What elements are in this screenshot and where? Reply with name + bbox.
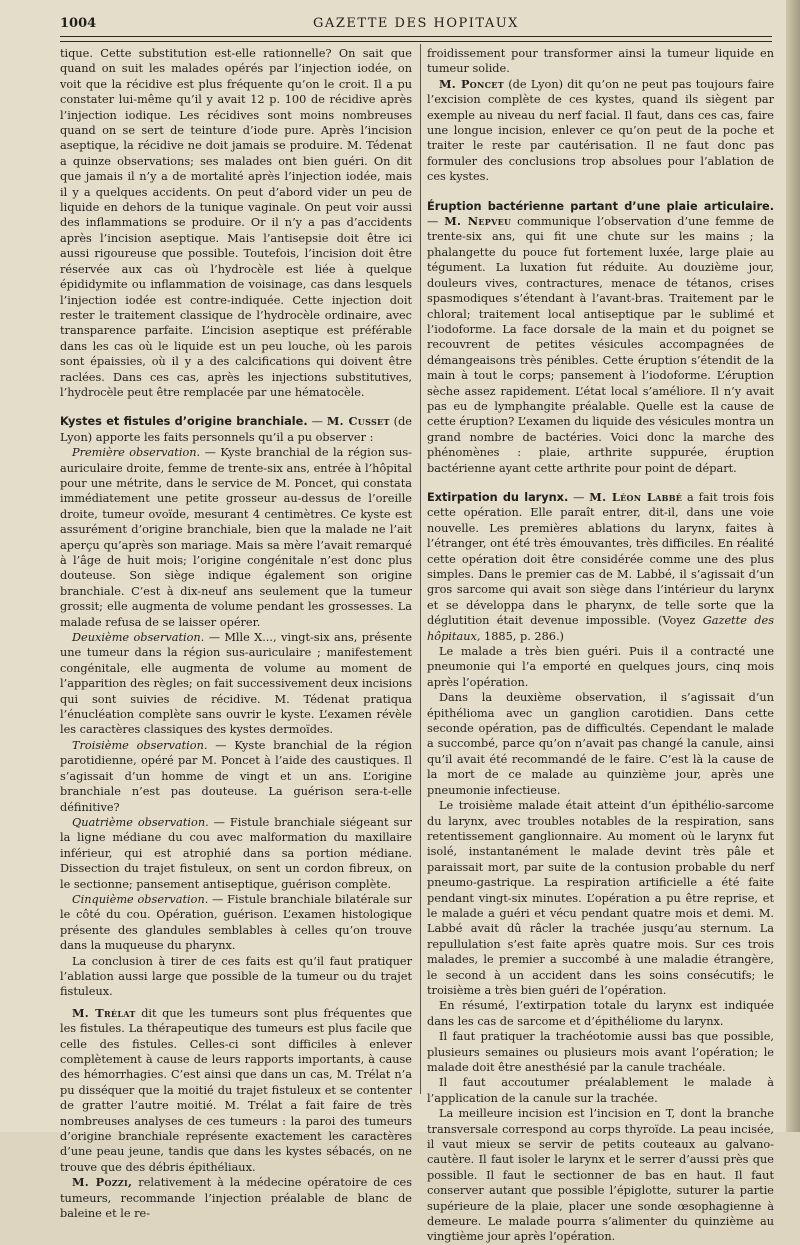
paragraph-trelat <box>60 1006 412 1175</box>
observation-2 <box>60 630 412 738</box>
section-heading-larynx: Extirpation du larynx. <box>427 490 569 504</box>
section-heading-eruption: Éruption bactérienne partant d’une plaie articulaire. <box>427 199 774 213</box>
observation-5 <box>60 892 412 954</box>
speaker-trelat: M. Trélat <box>72 1005 136 1020</box>
speaker-pozzi: M. Pozzi, <box>72 1175 133 1190</box>
observation-3-text: — Kyste branchial de la région parotidienne, opéré par M. Poncet à l’aide des caustiques. Il s’agissait d’un homme de vingt et un ans. L’origine branchiale n’est pas douteuse. La guérison sera-t-elle définitive? <box>60 738 412 814</box>
labbe-reference: Gazette des hôpitaux, <box>427 614 774 643</box>
right-column: froidissement pour transformer ainsi la tumeur liquide en tumeur solide. M. Poncet (de Lyon) dit qu’on ne peut pas toujours faire l’excision complète de ces kystes, quand ils siègent par exemple au niveau du nerf facial. Il faut, dans ces cas, faire une longue incision, enlever ce qu’on peut de la poche et traiter le reste par cautérisation. Il ne faut donc pas formuler des conclusions trop absolues pour l’ablation de ces kystes. Éruption bactérienne partant d’une plaie articulaire. — M. Nepveu communique l’observation d’une femme de trente-six ans, qui fit une chute sur les mains ; la phalangette du pouce fut fortement luxée, large plaie au tégument. La luxation fut réduite. Au douzième jour, douleurs vives, contractures, menace de tétanos, crises spasmodiques s’étendant à l’avant-bras. Traitement par le chloral; traitement local antiseptique par le sublimé et l’iodoforme. La face dorsale de la main et du poignet se recouvrent de petites vésicules accompagnées de démangeaisons très pénibles. Cette éruption s’étendit de la main à tout le corps; pansement à l’iodoforme. L’éruption sèche assez rapidement. L’état local s’améliore. Il n’y avait pas eu de lymphangite préalable. Quelle est la cause de cette éruption? L’examen du liquide des vésicules montra un grand nombre de bactéries. Voici donc la marche des phénomènes : plaie, arthrite suppurée, éruption bactérienne ayant cette arthrite pour point de départ. Extirpation du larynx. — M. Léon Labbé a fait trois fois cette opération. Elle paraît entrer, dit-il, dans une voie nouvelle. Les premières ablations du larynx, faites à l’étranger, ont été très émouvantes, très difficiles. En réalité cette opération doit être considérée comme une des plus simples. Dans le premier cas de M. Labbé, il s’agissait d’un gros sarcome qui avait son siège dans l’intérieur du larynx et se développa dans le pharynx, de telle sorte que la déglutition était devenue impossible. (Voyez Gazette des hôpitaux, 1885, p. 286.) Le malade a très bien guéri. Puis il a contracté une pneumonie qui l’a emporté en quelques jours, cinq mois après l’opération. Dans la deuxième observation, il s’agissait d’un épithélioma avec un ganglion carotidien. Dans cette seconde opération, pas de difficultés. Cependant le malade a succombé, parce qu’on n’avait pas changé la canule, ainsi qu’il avait été recommandé de le faire. C’est là la cause de la mort de ce malade au quinzième jour, après une pneumonie infectieuse. Le troisième malade était atteint d’un épithélio-sarcome du larynx, avec troubles notables de la respiration, sans retentissement ganglionnaire. Au moment où le larynx fut isolé, instantanément le malade devint très pâle et paraissait mort, par suite de la contusion probable du nerf pneumo-gastrique. La respiration artificielle a été faite pendant vingt-six minutes. L’opération a pu être reprise, et le malade a guéri et vécu pendant quatre mois et demi. M. Labbé avait dû râcler la trachée jusqu’au sternum. La repullulation s’est faite après quatre mois. Sur ces trois malades, le premier a succombé à une maladie étrangère, le second à un accident dans les soins consécutifs; le troisième a très bien guéri de l’opération. En résumé, l’extirpation totale du larynx est indiquée dans les cas de sarcome et d’épithéliome du larynx. Il faut pratiquer la trachéotomie aussi bas que possible, plusieurs semaines ou plusieurs mois avant l’opération; le malade doit être anesthésié par la canule trachéale. Il faut accoutumer préalablement le malade à l’application de la canule sur la trachée. La meilleure incision est l’incision en T, dont la branche transversale correspond au corps thyroïde. La peau incisée, il vaut mieux se servir de petits couteaux au galvano-cautère. Il faut isoler le larynx et le serrer d’aussi près que possible. Il faut le sectionner de bas en haut. Il faut conserver autant que possible l’épiglotte, suturer la partie supérieure de la plaie, placer une sonde œsophagienne à demeure. Le malade pourra s’alimenter du quinzième au vingtième jour après l’opération. <box>427 47 775 1244</box>
paragraph-hydrocele: tique. Cette substitution est-elle rationnelle? On sait que quand on suit les malades opérés par l’injection iodée, on voit que la récidive est plus fréquente qu’on le croit. Il a pu constater lui-même qu’il y avait 12 p. 100 de récidive après l’injection iodique. Les récidives sont moins nombreuses quand on se sert de teinture d’iode pure. Après l’incision aseptique, la récidive ne doit jamais se produire. M. Tédenat a quinze observations; ses malades ont bien guéri. On dit que jamais il n’y a de mortalité après l’injection iodée, mais il y a quelques accidents. On peut d’abord vider un peu de liquide en dehors de la tunique vaginale. On peut voir aussi des inflammations se produire. Or il n’y a pas d’accidents après l’incision aseptique. Mais l’antisepsie doit être ici aussi rigoureuse que possible. Toutefois, l’incision doit être réservée aux cas où l’hydrocèle est liée à quelque épididymite ou inflammation de voisinage, cas dans lesquels l’injection iodée est contre-indiquée. Cette injection doit rester le traitement classique de l’hydrocèle ordinaire, avec transparence parfaite. L’incision aseptique est préférable dans les cas où le liquide est un peu louche, où les parois sont épaissies, où il y a des calcifications qui doivent être raclées. Dans ces cas, après les injections substitutives, l’hydrocèle peut être remplacée par une hématocèle. <box>60 47 412 399</box>
paragraph-troisieme: Le troisième malade était atteint d’un épithélio-sarcome du larynx, avec troubles notables de la respiration, sans retentissement ganglionnaire. Au moment où le larynx fut isolé, instantanément le malade devint très pâle et paraissait mort, par suite de la contusion probable du nerf pneumo-gastrique. La respiration artificielle a été faite pendant vingt-six minutes. L’opération a pu être reprise, et le malade a guéri et vécu pendant quatre mois et demi. M. Labbé avait dû râcler la trachée jusqu’au sternum. La repullulation s’est faite après quatre mois. Sur ces trois malades, le premier a succombé à une maladie étrangère, le second à un accident dans les soins consécutifs; le troisième a très bien guéri de l’opération. <box>427 799 774 997</box>
paragraph-incision: La meilleure incision est l’incision en T, dont la branche transversale correspond au corps thyroïde. La peau incisée, il vaut mieux se servir de petits couteaux au galvano-cautère. Il faut isoler le larynx et le serrer d’aussi près que possible. Il faut le sectionner de bas en haut. Il faut conserver autant que possible l’épiglotte, suturer la partie supérieure de la plaie, placer une sonde œsophagienne à demeure. Le malade pourra s’alimenter du quinzième au vingtième jour après l’opération. <box>427 1107 774 1244</box>
section-heading-kystes: Kystes et fistules d’origine branchiale. <box>60 415 308 429</box>
binding-gutter <box>786 0 800 1132</box>
paragraph-tracheotomie: Il faut pratiquer la trachéotomie aussi bas que possible, plusieurs semaines ou plusieurs mois avant l’opération; le malade doit être anesthésié par la canule trachéale. <box>427 1030 774 1074</box>
paragraph-conclusion: La conclusion à tirer de ces faits est qu’il faut pratiquer l’ablation aussi large que possible de la tumeur ou du trajet fistuleux. <box>60 954 412 999</box>
observation-4-label: Quatrième observation. <box>72 815 209 829</box>
paragraph-malade: Le malade a très bien guéri. Puis il a contracté une pneumonie qui l’a emporté en quelques jours, cinq mois après l’opération. <box>427 645 774 689</box>
paragraph-resume: En résumé, l’extirpation totale du larynx est indiquée dans les cas de sarcome et d’épithéliome du larynx. <box>427 999 774 1028</box>
kystes-text: (de Lyon) apporte les faits personnels qu’il a pu observer : <box>60 415 412 444</box>
observation-1 <box>60 445 412 630</box>
paragraph-accoutumer: Il faut accoutumer préalablement le malade à l’application de la canule sur la trachée. <box>427 1076 774 1105</box>
pozzi-text: relativement à la médecine opératoire de ces tumeurs, recommande l’injection préalable de blanc de baleine et le re- <box>60 1176 413 1221</box>
poncet-text: (de Lyon) dit qu’on ne peut pas toujours faire l’excision complète de ces kystes, quand ils siègent par exemple au niveau du nerf facial. Il faut, dans ces cas, faire une longue incision, enlever ce qu’on peut de la poche et traiter le reste par cautérisation. Il ne faut donc pas formuler des conclusions trop absolues pour l’ablation de ces kystes. <box>427 77 775 184</box>
observation-5-label: Cinquième observation. <box>72 892 209 906</box>
labbe-reference-tail: 1885, p. 286.) <box>484 629 564 643</box>
observation-4-text: — Fistule branchiale siégeant sur la ligne médiane du cou avec malformation du maxillaire inférieur, qui est atrophié dans sa portion médiane. Dissection du trajet fistuleux, on sent un cordon fibreux, on le sectionne; pansement antiseptique, guérison complète. <box>60 815 413 891</box>
speaker-nepveu: M. Nepveu <box>444 214 512 229</box>
observation-5-text: — Fistule branchiale bilatérale sur le côté du cou. Opération, guérison. L’examen histologique présente des glandules semblables à celles qu’on trouve dans la muqueuse du pharynx. <box>60 892 412 953</box>
nepveu-text: communique l’observation d’une femme de trente-six ans, qui fit une chute sur les mains ; la phalangette du pouce fut fortement luxée, large plaie au tégument. La luxation fut réduite. Au douzième jour, douleurs vives, contractures, menace de tétanos, crises spasmodiques s’étendant à l’avant-bras. Traitement par le chloral; traitement local antiseptique par le sublimé et l’iodoforme. La face dorsale de la main et du poignet se recouvrent de petites vésicules accompagnées de démangeaisons très pénibles. Cette éruption s’étendit de la main à tout le corps; pansement à l’iodoforme. L’éruption sèche assez rapidement. L’état local s’améliore. Il n’y avait pas eu de lymphangite préalable. Quelle est la cause de cette éruption? L’examen du liquide des vésicules montra un grand nombre de bactéries. Voici donc la marche des phénomènes : plaie, arthrite suppurée, éruption bactérienne ayant cette arthrite pour point de départ. <box>427 215 775 475</box>
page-number: 1004 <box>60 16 97 31</box>
observation-2-label: Deuxième observation. <box>72 631 205 645</box>
speaker-labbe: M. Léon Labbé <box>589 489 683 504</box>
observation-4 <box>60 815 412 892</box>
paragraph-poncet <box>427 77 774 185</box>
paragraph-refroidissement: froidissement pour transformer ainsi la tumeur liquide en tumeur solide. <box>427 47 774 76</box>
observation-3-label: Troisième observation. <box>72 738 208 752</box>
left-column: tique. Cette substitution est-elle rationnelle? On sait que quand on suit les malades opérés par l’injection iodée, on voit que la récidive est plus fréquente qu’on le croit. Il a pu constater lui-même qu’il y avait 12 p. 100 de récidive après l’injection iodique. Les récidives sont moins nombreuses quand on se sert de teinture d’iode pure. Après l’incision aseptique, la récidive ne doit jamais se produire. M. Tédenat a quinze observations; ses malades ont bien guéri. On dit que jamais il n’y a de mortalité après l’injection iodée, mais il y a quelques accidents. On peut d’abord vider un peu de liquide en dehors de la tunique vaginale. On peut voir aussi des inflammations se produire. Or il n’y a pas d’accidents après l’incision aseptique. Mais l’antisepsie doit être ici aussi rigoureuse que possible. Toutefois, l’incision doit être réservée aux cas où l’hydrocèle est liée à quelque épididymite ou inflammation de voisinage, cas dans lesquels l’injection iodée est contre-indiquée. Cette injection doit rester le traitement classique de l’hydrocèle ordinaire, avec transparence parfaite. L’incision aseptique est préférable dans les cas où le liquide est un peu louche, où les parois sont épaissies, où il y a des calcifications qui doivent être raclées. Dans ces cas, après les injections substitutives, l’hydrocèle peut être remplacée par une hématocèle. Kystes et fistules d’origine branchiale. — M. Cusset (de Lyon) apporte les faits personnels qu’il a pu observer : Première observation. — Kyste branchial de la région sus-auriculaire droite, femme de trente-six ans, entrée à l’hôpital pour une métrite, dans le service de M. Poncet, qui constata immédiatement une petite grosseur au-dessus de l’oreille droite, tumeur ovoïde, mesurant 4 centimètres. Ce kyste est assurément d’origine branchiale, bien que la malade ne l’ait aperçu qu’après son mariage. Mais sa mère l’avait remarqué à l’âge de huit mois; l’origine congénitale n’est donc plus douteuse. Son siège indique également son origine branchiale. C’est à dix-neuf ans seulement que la tumeur grossit; elle augmenta de volume pendant les grossesses. La malade refusa de se laisser opérer. Deuxième observation. — Mlle X..., vingt-six ans, présente une tumeur dans la région sus-auriculaire ; manifestement congénitale, elle augmenta de volume au moment de l’apparition des règles; on fait successivement deux incisions qui sont suivies de récidive. M. Tédenat pratiqua l’énucléation complète sans ouvrir le kyste. L’examen révèle les caractères classiques des kystes dermoïdes. Troisième observation. — Kyste branchial de la région parotidienne, opéré par M. Poncet à l’aide des caustiques. Il s’agissait d’un homme de vingt et un ans. L’origine branchiale n’est pas douteuse. La guérison sera-t-elle définitive? Quatrième observation. — Fistule branchiale siégeant sur la ligne médiane du cou avec malformation du maxillaire inférieur, qui est atrophié dans sa portion médiane. Dissection du trajet fistuleux, on sent un cordon fibreux, on le sectionne; pansement antiseptique, guérison complète. Cinquième observation. — Fistule branchiale bilatérale sur le côté du cou. Opération, guérison. L’examen histologique présente des glandules semblables à celles qu’on trouve dans la muqueuse du pharynx. La conclusion à tirer de ces faits est qu’il faut pratiquer l’ablation aussi large que possible de la tumeur ou du trajet fistuleux. M. Trélat dit que les tumeurs sont plus fréquentes que les fistules. La thérapeutique des tumeurs est plus facile que celle des fistules. Celles-ci sont difficiles à enlever complètement à cause de leurs rapports importants, à cause des hémorrhagies. C’est ainsi que dans un cas, M. Trélat n’a pu disséquer que la moitié du trajet fistuleux et se contenter de gratter l’autre moitié. M. Trélat a fait faire de très nombreuses analyses de ces tumeurs : la paroi des tumeurs d’origine branchiale représente exactement les caractères d’une peau jeune, tandis que dans les kystes sébacés, on ne trouve que des débris épithéliaux. M. Pozzi, relativement à la médecine opératoire de ces tumeurs, recommande l’injection préalable de blanc de baleine et le re- <box>60 47 413 1221</box>
journal-title: GAZETTE DES HOPITAUX <box>313 16 519 31</box>
observation-1-text: — Kyste branchial de la région sus-auriculaire droite, femme de trente-six ans, entrée à l’hôpital pour une métrite, dans le service de M. Poncet, qui constata immédiatement une petite grosseur au-dessus de l’oreille droite, tumeur ovoïde, mesurant 4 centimètres. Ce kyste est assurément d’origine branchiale, bien que la malade ne l’ait aperçu qu’après son mariage. Mais sa mère l’avait remarqué à l’âge de huit mois; l’origine congénitale n’est donc plus douteuse. Son siège indique également son origine branchiale. C’est à dix-neuf ans seulement que la tumeur grossit; elle augmenta de volume pendant les grossesses. La malade refusa de se laisser opérer. <box>60 446 412 629</box>
observation-1-label: Première observation. <box>72 446 201 460</box>
observation-2-text: — Mlle X..., vingt-six ans, présente une tumeur dans la région sus-auriculaire ; manifestement congénitale, elle augmenta de volume au moment de l’apparition des règles; on fait successivement deux incisions qui sont suivies de récidive. M. Tédenat pratiqua l’énucléation complète sans ouvrir le kyste. L’examen révèle les caractères classiques des kystes dermoïdes. <box>60 631 413 737</box>
speaker-poncet: M. Poncet <box>439 76 504 91</box>
column-divider <box>420 44 421 1094</box>
speaker-cusset: M. Cusset <box>326 414 390 429</box>
trelat-text: dit que les tumeurs sont plus fréquentes que les fistules. La thérapeutique des tumeurs est plus facile que celle des fistules. Celles-ci sont difficiles à enlever complètement à cause de leurs rapports importants, à cause des hémorrhagies. C’est ainsi que dans un cas, M. Trélat n’a pu disséquer que la moitié du trajet fistuleux et se contenter de gratter l’autre moitié. M. Trélat a fait faire de très nombreuses analyses de ces tumeurs : la paroi des tumeurs d’origine branchiale représente exactement les caractères d’une peau jeune, tandis que dans les kystes sébacés, on ne trouve que des débris épithéliaux. <box>60 1006 413 1174</box>
page-header <box>60 12 772 36</box>
labbe-text: a fait trois fois cette opération. Elle paraît entrer, dit-il, dans une voie nouvelle. Les premières ablations du larynx, faites à l’étranger, ont été très émouvantes, très difficiles. En réalité cette opération doit être considérée comme une des plus simples. Dans le premier cas de M. Labbé, il s’agissait d’un gros sarcome qui avait son siège dans l’intérieur du larynx et se développa dans le pharynx, de telle sorte que la déglutition était devenue impossible. (Voyez <box>427 490 774 628</box>
observation-3 <box>60 738 412 815</box>
paragraph-deuxieme: Dans la deuxième observation, il s’agissait d’un épithélioma avec un ganglion carotidien. Dans cette seconde opération, pas de difficultés. Cependant le malade a succombé, parce qu’on n’avait pas changé la canule, ainsi qu’il avait été recommandé de le faire. C’est là la cause de la mort de ce malade au quinzième jour, après une pneumonie infectieuse. <box>427 691 774 797</box>
header-rule <box>60 36 772 42</box>
paragraph-pozzi <box>60 1175 412 1221</box>
